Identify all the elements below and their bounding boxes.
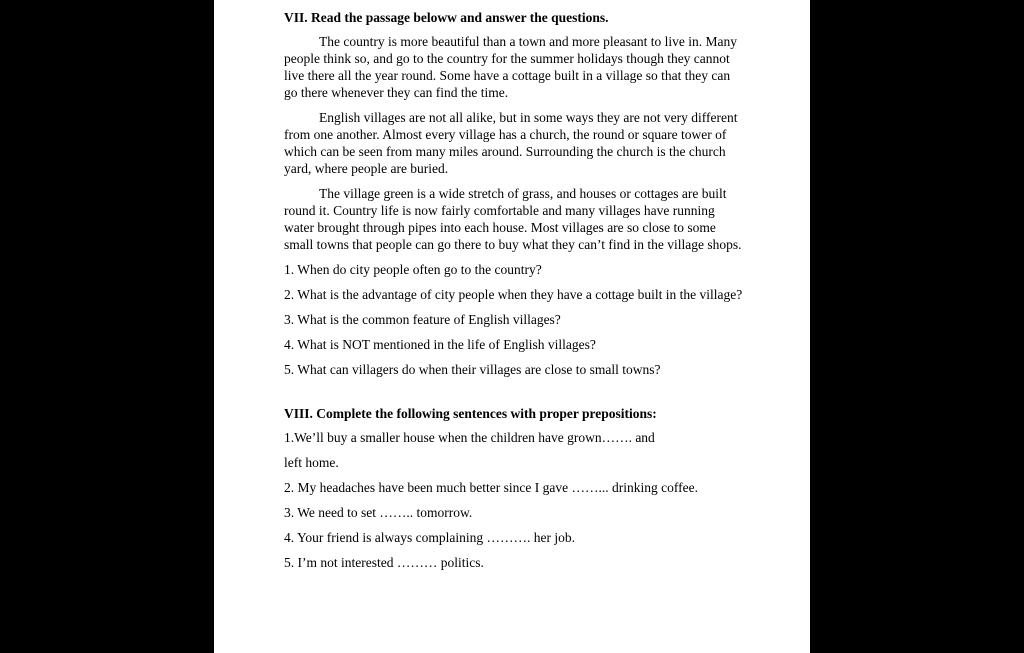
sentence-4: 4. Your friend is always complaining ………. her job. [284,530,575,545]
section-8-heading: VIII. Complete the following sentences with proper prepositions: [284,406,657,421]
question-5: 5. What can villagers do when their villages are close to small towns? [284,362,661,377]
question-1: 1. When do city people often go to the country? [284,262,542,277]
section-7-heading: VII. Read the passage beloww and answer the questions. [284,10,609,25]
sentence-2: 2. My headaches have been much better since I gave ……... drinking coffee. [284,480,698,495]
question-2: 2. What is the advantage of city people when they have a cottage built in the village? [284,287,743,302]
document-page [214,0,810,653]
sentence-1-line-2: left home. [284,455,339,470]
passage-paragraph-3: The village green is a wide stretch of grass, and houses or cottages are built round it. Country life is now fairly comfortable and many villages have running water brought through pipes into each house. Most villages are so close to some small towns that people can go there to buy what they can’t find in the village shops. [284,186,742,252]
sentence-5: 5. I’m not interested ……… politics. [284,555,484,570]
question-4: 4. What is NOT mentioned in the life of English villages? [284,337,596,352]
question-3: 3. What is the common feature of English villages? [284,312,561,327]
sentence-3: 3. We need to set …….. tomorrow. [284,505,473,520]
passage-paragraph-1: The country is more beautiful than a town and more pleasant to live in. Many people think so, and go to the country for the summer holidays though they cannot live there all the year round. Some have a cottage built in a village so that they can go there whenever they can find the time. [284,34,738,100]
page-content [284,9,744,579]
passage-paragraph-2: English villages are not all alike, but in some ways they are not very different from one another. Almost every village has a church, the round or square tower of which can be seen from many miles around. Surrounding the church is the church yard, where people are buried. [284,110,738,176]
section-spacer [284,386,744,405]
sentence-1-line-1: 1.We’ll buy a smaller house when the children have grown……. and [284,430,655,445]
